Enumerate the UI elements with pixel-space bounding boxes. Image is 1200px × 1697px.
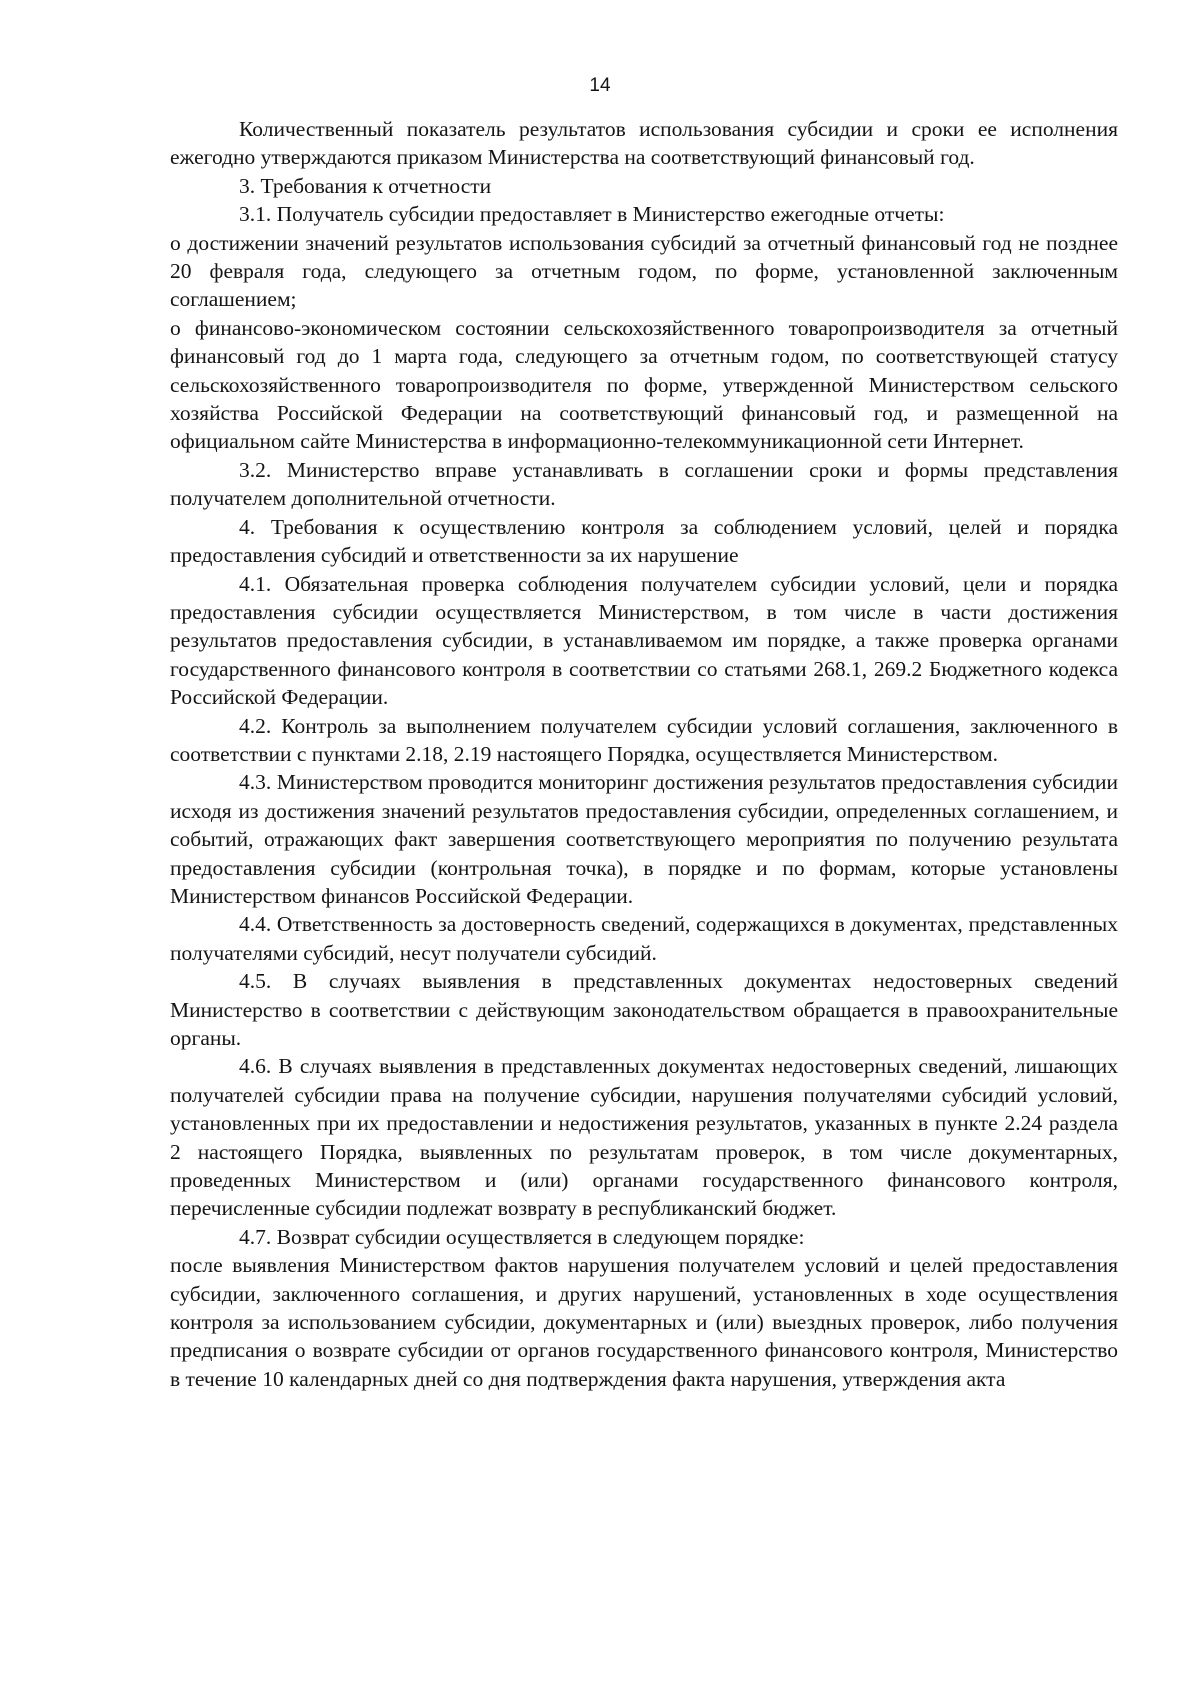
paragraph-3-1: 3.1. Получатель субсидии предоставляет в Министерство ежегодные отчеты: bbox=[239, 202, 945, 227]
paragraph-indicator-approval: Количественный показатель результатов использования субсидии и сроки ее исполнения ежегодно утверждаются приказом Министерства на соответствующий финансовый год. bbox=[170, 117, 1118, 170]
paragraph-4-4: 4.4. Ответственность за достоверность сведений, содержащихся в документах, представленных получателями субсидий, несут получатели субсидий. bbox=[170, 912, 1118, 965]
paragraph-4-3: 4.3. Министерством проводится мониторинг достижения результатов предоставления субсидии исходя из достижения значений результатов предоставления субсидии, определенных соглашением, и событий, отражающих факт завершения соответствующего мероприятия по получению результата предоставления субсидии (контрольная точка), в порядке и по формам, которые установлены Министерством финансов Российской Федерации. bbox=[170, 770, 1118, 908]
paragraph-report-financial: о финансово-экономическом состоянии сельскохозяйственного товаропроизводителя за отчетный финансовый год до 1 марта года, следующего за отчетным годом, по соответствующей статусу сельскохозяйственного товаропроизводителя по форме, утвержденной Министерством сельского хозяйства Российской Федерации на соответствующий финансовый год, и размещенной на официальном сайте Министерства в информационно-телекоммуникационной сети Интернет. bbox=[170, 315, 1118, 454]
paragraph-4-7: 4.7. Возврат субсидии осуществляется в следующем порядке: bbox=[239, 1224, 805, 1249]
page-number: 14 bbox=[589, 75, 611, 96]
paragraph-4-6: 4.6. В случаях выявления в представленных документах недостоверных сведений, лишающих получателей субсидии права на получение субсидии, нарушения получателями субсидий условий, установленных при их предоставлении и недостижения результатов, указанных в пункте 2.24 раздела 2 настоящего Порядка, выявленных по результатам проверок, в том числе документарных, проведенных Министерством и (или) органами государственного финансового контроля, перечисленные субсидии подлежат возврату в республиканский бюджет. bbox=[170, 1054, 1118, 1221]
paragraph-4-2: 4.2. Контроль за выполнением получателем субсидии условий соглашения, заключенного в соответствии с пунктами 2.18, 2.19 настоящего Порядка, осуществляется Министерством. bbox=[170, 713, 1118, 766]
document-body bbox=[170, 115, 1118, 1393]
section-3-heading: 3. Требования к отчетности bbox=[239, 173, 492, 198]
paragraph-report-results: о достижении значений результатов использования субсидий за отчетный финансовый год не позднее 20 февраля года, следующего за отчетным годом, по форме, установленной заключенным соглашением; bbox=[170, 230, 1118, 312]
paragraph-4-5: 4.5. В случаях выявления в представленных документах недостоверных сведений Министерство в соответствии с действующим законодательством обращается в правоохранительные органы. bbox=[170, 969, 1118, 1050]
section-4-heading: 4. Требования к осуществлению контроля за соблюдением условий, целей и порядка предоставления субсидий и ответственности за их нарушение bbox=[170, 514, 1118, 568]
paragraph-refund-procedure: после выявления Министерством фактов нарушения получателем условий и целей предоставления субсидии, заключенного соглашения, и других нарушений, установленных в ходе осуществления контроля за использованием субсидии, документарных и (или) выездных проверок, либо получения предписания о возврате субсидии от органов государственного финансового контроля, Министерство в течение 10 календарных дней со дня подтверждения факта нарушения, утверждения акта bbox=[170, 1253, 1118, 1391]
paragraph-3-2: 3.2. Министерство вправе устанавливать в соглашении сроки и формы представления получателем дополнительной отчетности. bbox=[170, 457, 1118, 511]
paragraph-4-1: 4.1. Обязательная проверка соблюдения получателем субсидии условий, цели и порядка предоставления субсидии осуществляется Министерством, в том числе в части достижения результатов предоставления субсидии, в устанавливаемом им порядке, а также проверка органами государственного финансового контроля в соответствии со статьями 268.1, 269.2 Бюджетного кодекса Российской Федерации. bbox=[170, 571, 1118, 710]
